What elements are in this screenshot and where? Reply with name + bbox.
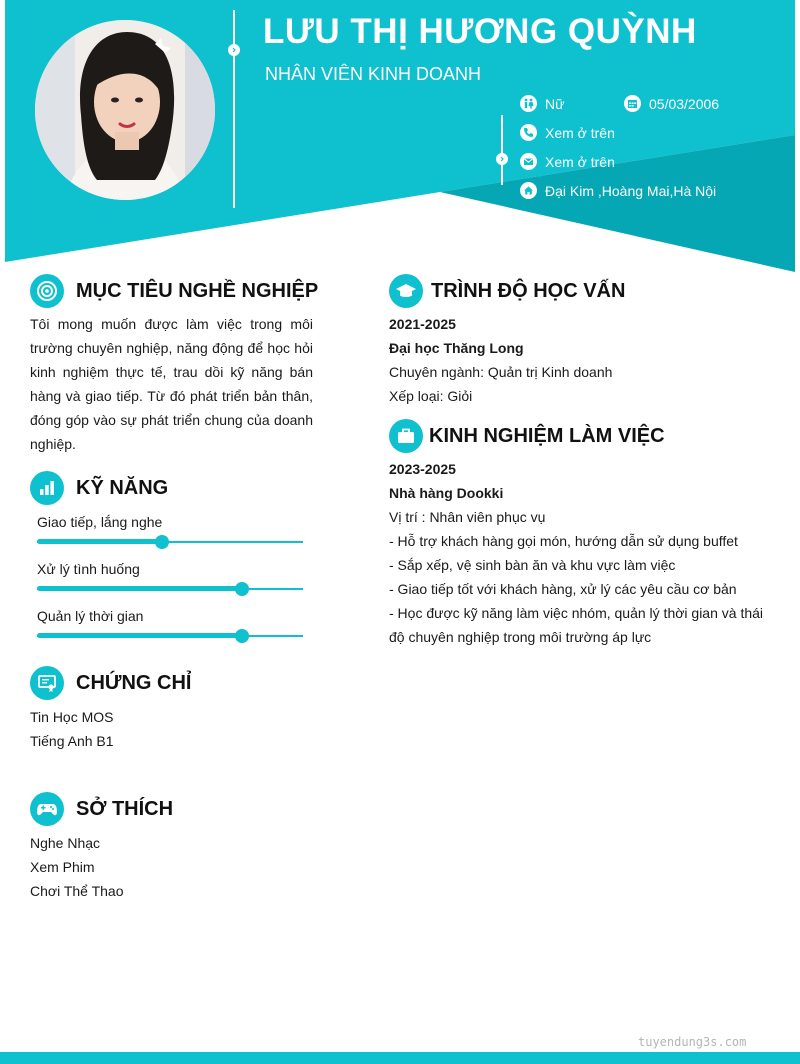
education-title: TRÌNH ĐỘ HỌC VẤN [431,279,626,302]
certificate-item: Tiếng Anh B1 [30,733,114,749]
certificate-icon [30,666,64,700]
target-icon [30,274,64,308]
education-school: Đại học Thăng Long [389,340,524,356]
header-divider-dot [228,44,240,56]
gender-icon [520,95,537,112]
experience-duty: - Sắp xếp, vệ sinh bàn ăn và khu vực làm việc [389,557,676,573]
skills-heading [30,471,168,505]
experience-title: KINH NGHIỆM LÀM VIỆC [429,424,665,447]
address-value: Đại Kim ,Hoàng Mai,Hà Nội [545,182,717,199]
hobbies-title: SỞ THÍCH [76,797,174,820]
header-divider-line [233,10,235,208]
contact-divider-dot [496,153,508,165]
experience-duty: - Học được kỹ năng làm việc nhóm, quản lý thời gian và thái độ chuyên nghiệp trong môi trường áp lực [389,605,764,645]
experience-period: 2023-2025 [389,461,456,477]
graduation-cap-icon [389,274,423,308]
skill-fill [37,633,242,638]
skills-title: KỸ NĂNG [76,476,169,499]
skill-knob [235,582,249,596]
phone-info [520,124,615,141]
home-icon [520,182,537,199]
education-grade: Xếp loại: Giỏi [389,388,473,404]
objective-text: Tôi mong muốn được làm việc trong môi trường chuyên nghiệp, năng động để học hỏi kinh nghiệm thực tế, trau dồi kỹ năng bán hàng và giao tiếp. Từ đó phát triển bản thân, đóng góp vào sự phát triển chung của doanh nghiệp. [30,316,313,452]
footer-bar [0,1052,800,1064]
certificates-title: CHỨNG CHỈ [76,671,192,694]
skill-fill [37,539,162,544]
email-icon [520,153,537,170]
avatar [35,20,215,200]
hobbies-heading [30,792,173,826]
education-period: 2021-2025 [389,316,456,332]
bar-chart-icon [30,471,64,505]
skill-knob [155,535,169,549]
experience-company: Nhà hàng Dookki [389,485,504,501]
hobby-item: Nghe Nhạc [30,835,101,851]
objective-title: MỤC TIÊU NGHỀ NGHIỆP [76,279,319,302]
contact-divider-line [501,115,503,185]
skill-knob [235,629,249,643]
address-info [520,182,716,199]
birthdate-value: 05/03/2006 [649,95,720,112]
hobby-item: Chơi Thể Thao [30,883,124,899]
gamepad-icon [30,792,64,826]
skill-fill [37,586,242,591]
calendar-icon [624,95,641,112]
certificate-item: Tin Học MOS [30,709,114,725]
skill-label: Quản lý thời gian [37,608,144,624]
watermark: tuyendung3s.com [638,1035,747,1049]
objective-heading [30,274,318,308]
experience-duty: - Giao tiếp tốt với khách hàng, xử lý các yêu cầu cơ bản [389,581,737,597]
experience-position: Vị trí : Nhân viên phục vụ [389,509,546,525]
skill-label: Xử lý tình huống [37,561,140,577]
experience-duty: - Hỗ trợ khách hàng gọi món, hướng dẫn sử dụng buffet [389,533,738,549]
email-info [520,153,615,170]
skill-label: Giao tiếp, lắng nghe [37,514,163,530]
candidate-name: LƯU THỊ HƯƠNG QUỲNH [263,12,697,51]
phone-value: Xem ở trên [545,124,615,141]
certificates-heading [30,666,191,700]
phone-icon [520,124,537,141]
gender-value: Nữ [545,95,565,112]
job-title: NHÂN VIÊN KINH DOANH [265,64,482,84]
education-heading [389,274,625,308]
birthdate-info [624,95,719,112]
hobby-item: Xem Phim [30,859,95,875]
experience-heading [389,419,665,453]
email-value: Xem ở trên [545,153,615,170]
briefcase-icon [389,419,423,453]
gender-info [520,95,564,112]
education-major: Chuyên ngành: Quản trị Kinh doanh [389,364,613,380]
portrait-image [35,20,215,200]
